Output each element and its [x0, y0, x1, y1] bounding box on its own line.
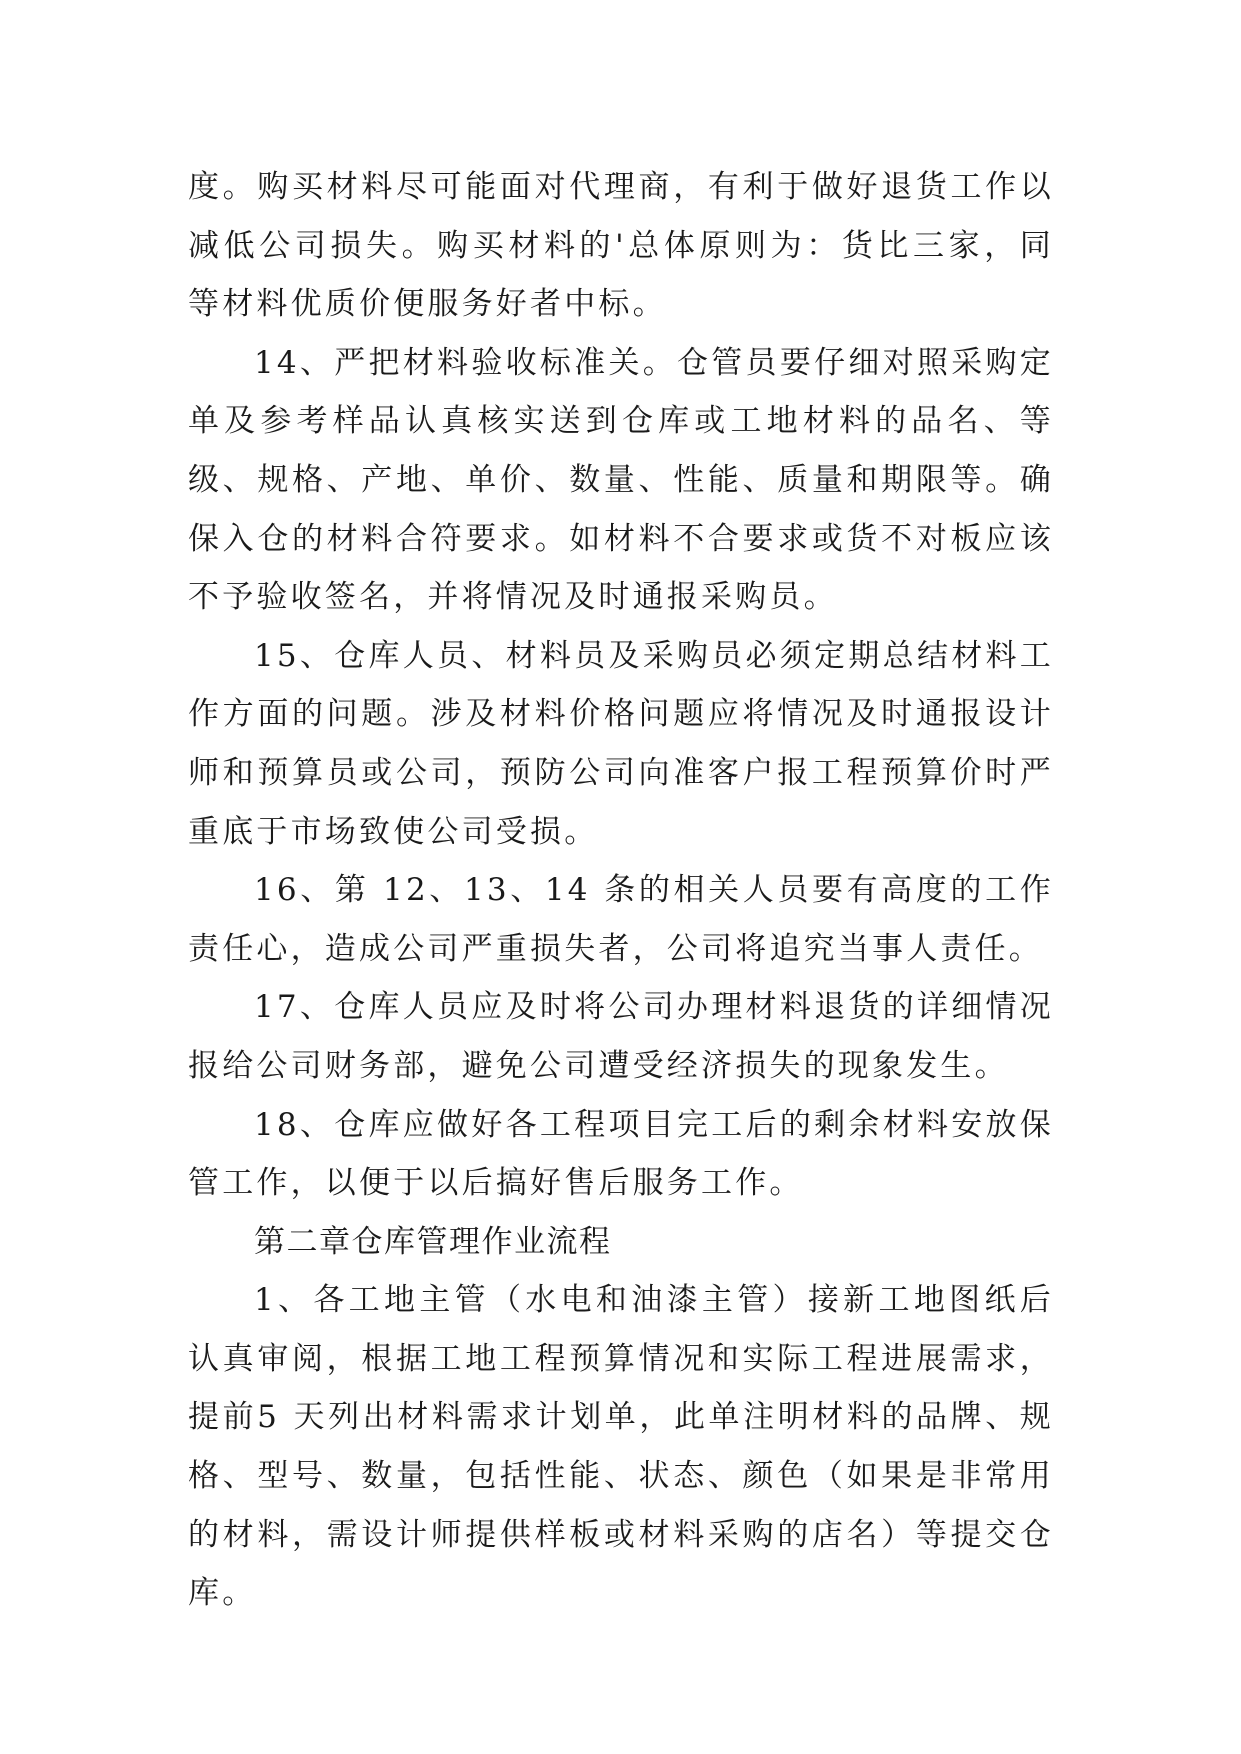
paragraph-item-18: 18、仓库应做好各工程项目完工后的剩余材料安放保管工作，以便于以后搞好售后服务工作。	[188, 1106, 1054, 1202]
paragraph-continued: 度。购买材料尽可能面对代理商，有利于做好退货工作以减低公司损失。购买材料的'总体原则为：货比三家，同等材料优质价便服务好者中标。	[188, 169, 1054, 323]
paragraph-item-17: 17、仓库人员应及时将公司办理材料退货的详细情况报给公司财务部，避免公司遭受经济损失的现象发生。	[188, 989, 1054, 1084]
paragraph-item-15: 15、仓库人员、材料员及采购员必须定期总结材料工作方面的问题。涉及材料价格问题应将情况及时通报设计师和预算员或公司，预防公司向准客户报工程预算价时严重底于市场致使公司受损。	[188, 637, 1054, 850]
paragraph-item-14: 14、严把材料验收标准关。仓管员要仔细对照采购定单及参考样品认真核实送到仓库或工地材料的品名、等级、规格、产地、单价、数量、性能、质量和期限等。确保入仓的材料合符要求。如材料不合要求或货不对板应该不予验收签名，并将情况及时通报采购员。	[188, 344, 1054, 616]
paragraph-item-16: 16、第 12、13、14 条的相关人员要有高度的工作责任心，造成公司严重损失者，公司将追究当事人责任。	[188, 872, 1054, 967]
chapter-heading: 第二章仓库管理作业流程	[254, 1223, 612, 1260]
document-body	[188, 158, 1054, 1623]
paragraph-chapter2-item-1: 1、各工地主管（水电和油漆主管）接新工地图纸后认真审阅，根据工地工程预算情况和实际工程进展需求，提前5 天列出材料需求计划单，此单注明材料的品牌、规格、型号、数量，包括性能、状态、颜色（如果是非常用的材料，需设计师提供样板或材料采购的店名）等提交仓库。	[188, 1282, 1054, 1612]
